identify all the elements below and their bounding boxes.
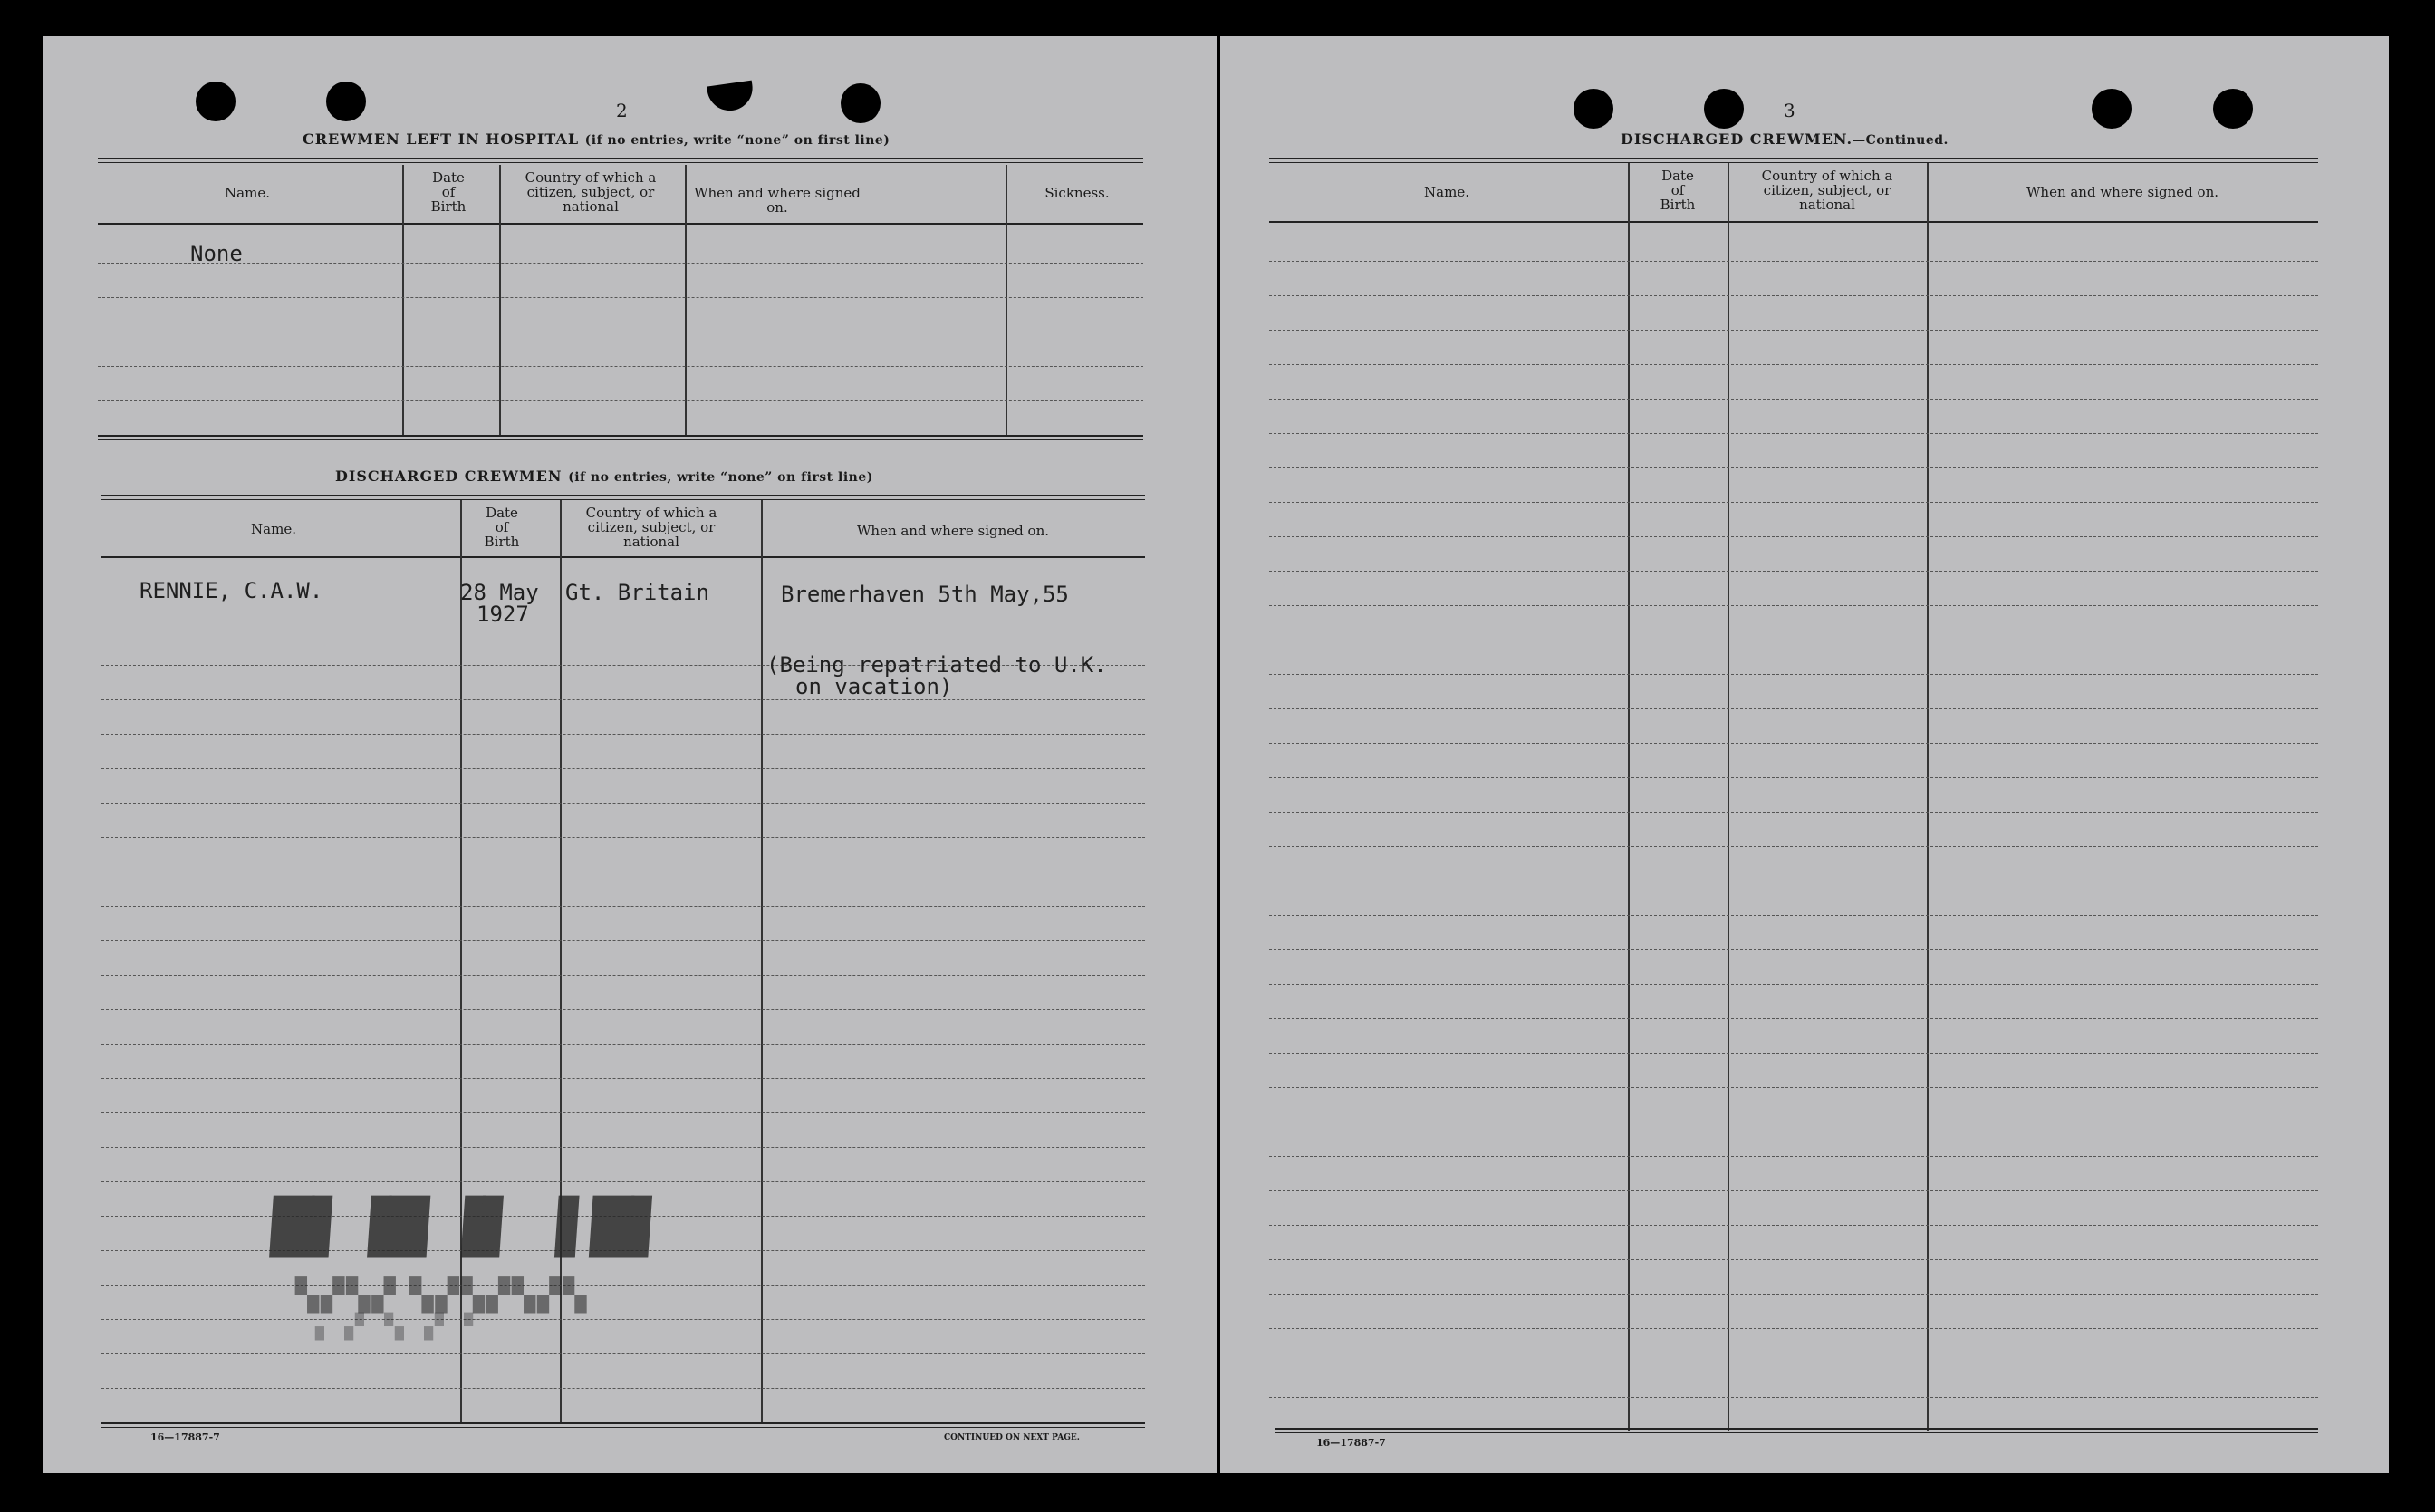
entry-line	[1269, 743, 2318, 744]
punch-hole	[841, 83, 881, 123]
header-rule	[101, 556, 1145, 558]
form-number: 16—17887-7	[150, 1431, 220, 1443]
column-header-name: Name.	[251, 521, 296, 537]
crewman-dob-year: 1927	[476, 602, 529, 627]
column-divider	[402, 165, 404, 437]
entry-line	[101, 975, 1145, 976]
form-number: 16—17887-7	[1316, 1437, 1386, 1449]
column-header-country: Country of which a citizen, subject, or national	[585, 505, 717, 550]
entry-line	[101, 940, 1145, 941]
entry-line	[1269, 1328, 2318, 1329]
entry-line	[1269, 1294, 2318, 1295]
header-rule	[98, 223, 1143, 225]
column-divider	[685, 165, 687, 437]
entry-line	[101, 1285, 1145, 1286]
column-divider	[1628, 163, 1630, 1431]
punch-hole	[326, 82, 366, 121]
right-section-title	[1621, 130, 1949, 148]
entry-line	[1269, 295, 2318, 296]
continued-note: CONTINUED ON NEXT PAGE.	[944, 1433, 1080, 1442]
entry-line	[1269, 364, 2318, 365]
crewman-country: Gt. Britain	[565, 580, 709, 605]
punch-hole	[1704, 89, 1744, 129]
divider	[101, 1422, 1145, 1428]
crewman-note-line2: on vacation)	[795, 674, 953, 699]
entry-line	[1269, 812, 2318, 813]
right-title-text: DISCHARGED CREWMEN.	[1621, 130, 1853, 148]
right-title-suffix: —Continued.	[1853, 133, 1949, 148]
entry-line	[1269, 949, 2318, 950]
entry-line	[101, 803, 1145, 804]
entry-line	[1269, 984, 2318, 985]
column-divider	[1728, 163, 1729, 1431]
left-page	[43, 36, 1217, 1473]
ink-stamp-mark: ▖▗▘▝▖▗▘▝	[315, 1314, 475, 1341]
entry-line	[1269, 1087, 2318, 1088]
entry-line	[101, 1319, 1145, 1320]
page-number: 2	[616, 100, 628, 121]
column-divider	[1927, 163, 1929, 1431]
entry-line	[101, 734, 1145, 735]
column-header-signed-on: When and where signed on.	[2026, 184, 2218, 200]
column-header-name: Name.	[1424, 184, 1469, 200]
crewman-signed-on: Bremerhaven 5th May,55	[781, 582, 1069, 607]
crewman-note-line1: (Being repatriated to U.K.	[766, 652, 1107, 678]
column-header-dob: Date of Birth	[430, 169, 467, 215]
punch-hole	[1574, 89, 1613, 129]
entry-line	[1269, 1053, 2318, 1054]
entry-line	[98, 366, 1143, 367]
column-header-dob: Date of Birth	[1660, 168, 1696, 213]
entry-line	[1269, 674, 2318, 675]
column-header-signed-on: When and where signed on.	[856, 523, 1049, 539]
discharged-instruction: (if no entries, write “none” on first line)	[568, 470, 873, 485]
discharged-section-title	[335, 467, 873, 485]
entry-line	[1269, 1018, 2318, 1019]
entry-line	[101, 699, 1145, 700]
column-header-country: Country of which a citizen, subject, or national	[525, 169, 657, 215]
column-header-sickness: Sickness.	[1044, 185, 1110, 201]
column-header-dob: Date of Birth	[484, 505, 520, 550]
entry-line	[1269, 399, 2318, 400]
divider	[98, 158, 1143, 163]
entry-line	[101, 768, 1145, 769]
entry-line	[1269, 605, 2318, 606]
entry-line	[101, 906, 1145, 907]
entry-line	[1269, 846, 2318, 847]
entry-line	[98, 263, 1143, 264]
entry-line	[1269, 1397, 2318, 1398]
crewman-name: RENNIE, C.A.W.	[140, 578, 323, 603]
hospital-entry-name: None	[190, 241, 243, 266]
entry-line	[1269, 330, 2318, 331]
column-header-signed-on: When and where signed on.	[694, 185, 861, 216]
entry-line	[1269, 1190, 2318, 1191]
discharged-title-text: DISCHARGED CREWMEN	[335, 467, 563, 485]
column-divider	[499, 165, 501, 437]
entry-line	[1269, 1225, 2318, 1226]
right-page	[1220, 36, 2389, 1473]
entry-line	[1269, 1259, 2318, 1260]
entry-line	[1269, 915, 2318, 916]
entry-line	[1269, 777, 2318, 778]
entry-line	[1269, 467, 2318, 468]
entry-line	[101, 1112, 1145, 1113]
punch-hole	[2213, 89, 2253, 129]
hospital-title-text: CREWMEN LEFT IN HOSPITAL	[303, 130, 580, 148]
entry-line	[101, 1009, 1145, 1010]
entry-line	[101, 1353, 1145, 1354]
header-rule	[1269, 221, 2318, 223]
entry-line	[101, 1078, 1145, 1079]
punch-hole	[196, 82, 236, 121]
divider	[101, 495, 1145, 500]
entry-line	[1269, 261, 2318, 262]
entry-line	[1269, 1156, 2318, 1157]
entry-line	[1269, 502, 2318, 503]
divider	[1269, 158, 2318, 163]
punch-hole	[2092, 89, 2132, 129]
divider	[98, 435, 1143, 440]
punch-hole	[707, 81, 756, 114]
entry-line	[1269, 536, 2318, 537]
crewman-dob-day-month: 28 May	[460, 580, 539, 605]
entry-line	[1269, 433, 2318, 434]
entry-line	[101, 1181, 1145, 1182]
entry-line	[101, 837, 1145, 838]
entry-line	[98, 297, 1143, 298]
page-number: 3	[1784, 100, 1795, 121]
divider	[1275, 1428, 2318, 1433]
entry-line	[101, 1044, 1145, 1045]
ink-stamp-mark: █▌▐█ ▐▌ ▐ █▌	[269, 1196, 671, 1257]
ink-stamp-mark: ▚▞▚▞ ▚▞▚▞▚▞▚	[295, 1277, 589, 1314]
hospital-section-title	[303, 130, 890, 148]
column-divider	[761, 500, 763, 1424]
column-header-name: Name.	[225, 185, 270, 201]
column-divider	[1006, 165, 1007, 437]
entry-line	[101, 1388, 1145, 1389]
hospital-instruction: (if no entries, write “none” on first line)	[584, 133, 890, 148]
entry-line	[98, 400, 1143, 401]
entry-line	[101, 1147, 1145, 1148]
entry-line	[1269, 708, 2318, 709]
column-header-country: Country of which a citizen, subject, or national	[1761, 168, 1893, 213]
entry-line	[1269, 571, 2318, 572]
